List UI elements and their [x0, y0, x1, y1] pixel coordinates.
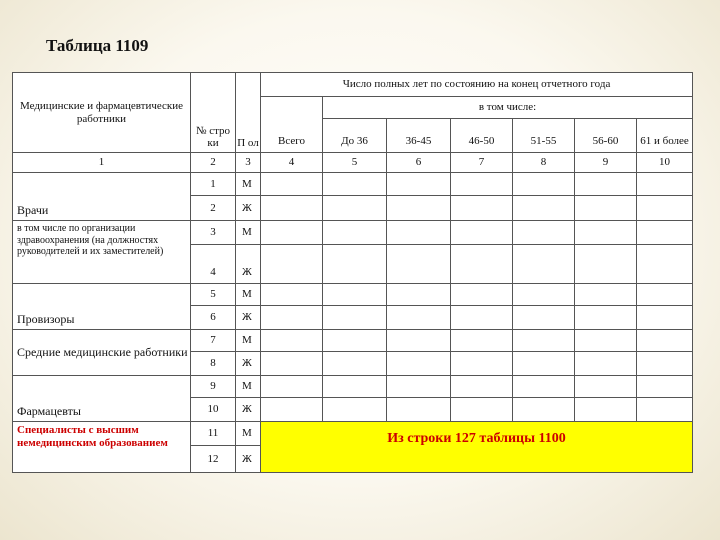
header-including: в том числе:	[323, 97, 693, 119]
data-cell[interactable]	[261, 196, 323, 221]
header-age-group: 36-45	[387, 119, 451, 153]
group-name-pharmacists: Фармацевты	[13, 376, 191, 422]
header-age-group: До 36	[323, 119, 387, 153]
data-cell[interactable]	[323, 352, 387, 376]
row-sex: Ж	[236, 306, 261, 330]
data-cell[interactable]	[575, 376, 637, 398]
highlight-note: Из строки 127 таблицы 1100	[261, 422, 693, 473]
data-cell[interactable]	[261, 284, 323, 306]
data-cell[interactable]	[451, 173, 513, 196]
column-number: 8	[513, 153, 575, 173]
data-cell[interactable]	[261, 245, 323, 284]
data-cell[interactable]	[451, 245, 513, 284]
row-number: 5	[191, 284, 236, 306]
data-cell[interactable]	[261, 352, 323, 376]
table-row	[13, 330, 693, 352]
data-cell[interactable]	[637, 398, 693, 422]
table-row	[13, 284, 693, 306]
row-number: 12	[191, 446, 236, 473]
row-number: 3	[191, 221, 236, 245]
header-age-group: 56-60	[575, 119, 637, 153]
row-sex: М	[236, 284, 261, 306]
table-title: Таблица 1109	[46, 36, 149, 55]
data-cell[interactable]	[387, 352, 451, 376]
data-cell[interactable]	[513, 398, 575, 422]
data-cell[interactable]	[513, 376, 575, 398]
data-cell[interactable]	[387, 376, 451, 398]
data-cell[interactable]	[637, 330, 693, 352]
header-row-no: № стро ки	[191, 73, 236, 153]
data-table	[12, 72, 693, 473]
data-cell[interactable]	[323, 398, 387, 422]
row-number: 1	[191, 173, 236, 196]
table-row	[13, 376, 693, 398]
table-row	[13, 422, 693, 446]
data-cell[interactable]	[451, 196, 513, 221]
column-number: 10	[637, 153, 693, 173]
data-cell[interactable]	[323, 221, 387, 245]
data-cell[interactable]	[575, 306, 637, 330]
data-cell[interactable]	[637, 284, 693, 306]
header-age-group: 61 и более	[637, 119, 693, 153]
group-name-non-medical-specialists: Специалисты с высшим немедицинским образованием	[13, 422, 191, 473]
group-name-pharmacists-senior: Провизоры	[13, 284, 191, 330]
data-cell[interactable]	[575, 398, 637, 422]
data-cell[interactable]	[575, 196, 637, 221]
column-number: 2	[191, 153, 236, 173]
data-cell[interactable]	[513, 352, 575, 376]
row-number: 6	[191, 306, 236, 330]
row-number: 8	[191, 352, 236, 376]
row-number: 11	[191, 422, 236, 446]
group-name-nurses: Средние медицинские работники	[13, 330, 191, 376]
data-cell[interactable]	[261, 306, 323, 330]
data-cell[interactable]	[513, 306, 575, 330]
data-cell[interactable]	[387, 284, 451, 306]
data-cell[interactable]	[451, 221, 513, 245]
row-sex: Ж	[236, 398, 261, 422]
data-cell[interactable]	[451, 376, 513, 398]
column-number: 7	[451, 153, 513, 173]
data-cell[interactable]	[323, 245, 387, 284]
row-number: 9	[191, 376, 236, 398]
data-cell[interactable]	[323, 376, 387, 398]
data-cell[interactable]	[261, 376, 323, 398]
row-sex: Ж	[236, 446, 261, 473]
data-cell[interactable]	[387, 196, 451, 221]
header-age-group: 46-50	[451, 119, 513, 153]
data-cell[interactable]	[323, 306, 387, 330]
header-total: Всего	[261, 97, 323, 153]
data-cell[interactable]	[323, 196, 387, 221]
column-number: 5	[323, 153, 387, 173]
column-number: 1	[13, 153, 191, 173]
row-sex: М	[236, 330, 261, 352]
data-cell[interactable]	[261, 173, 323, 196]
data-cell[interactable]	[261, 330, 323, 352]
data-cell[interactable]	[513, 173, 575, 196]
header-medical-workers: Медицинские и фармацевтические работники	[13, 73, 191, 153]
row-sex: Ж	[236, 352, 261, 376]
column-number-row	[13, 153, 693, 173]
data-cell[interactable]	[451, 284, 513, 306]
data-cell[interactable]	[387, 306, 451, 330]
header-age-group: 51-55	[513, 119, 575, 153]
data-cell[interactable]	[637, 196, 693, 221]
row-number: 2	[191, 196, 236, 221]
data-cell[interactable]	[451, 306, 513, 330]
column-number: 3	[236, 153, 261, 173]
row-number: 7	[191, 330, 236, 352]
row-sex: М	[236, 173, 261, 196]
header-full-years: Число полных лет по состоянию на конец отчетного года	[261, 73, 693, 97]
column-number: 6	[387, 153, 451, 173]
data-cell[interactable]	[575, 352, 637, 376]
column-number: 4	[261, 153, 323, 173]
row-sex: М	[236, 376, 261, 398]
data-cell[interactable]	[323, 330, 387, 352]
data-cell[interactable]	[387, 398, 451, 422]
data-cell[interactable]	[575, 284, 637, 306]
row-number: 4	[191, 245, 236, 284]
data-cell[interactable]	[513, 284, 575, 306]
data-cell[interactable]	[575, 245, 637, 284]
header-sex: П ол	[236, 73, 261, 153]
data-cell[interactable]	[451, 398, 513, 422]
row-sex: М	[236, 221, 261, 245]
data-cell[interactable]	[387, 173, 451, 196]
data-cell[interactable]	[575, 330, 637, 352]
data-cell[interactable]	[387, 221, 451, 245]
data-cell[interactable]	[513, 245, 575, 284]
data-cell[interactable]	[513, 196, 575, 221]
header-row-1	[13, 73, 693, 97]
row-sex: Ж	[236, 245, 261, 284]
data-cell[interactable]	[637, 245, 693, 284]
table-row	[13, 221, 693, 245]
data-cell[interactable]	[513, 330, 575, 352]
data-cell[interactable]	[637, 352, 693, 376]
data-cell[interactable]	[323, 284, 387, 306]
data-cell[interactable]	[575, 221, 637, 245]
row-sex: Ж	[236, 196, 261, 221]
data-cell[interactable]	[637, 376, 693, 398]
data-cell[interactable]	[513, 221, 575, 245]
data-cell[interactable]	[637, 221, 693, 245]
row-number: 10	[191, 398, 236, 422]
data-cell[interactable]	[387, 245, 451, 284]
table-row	[13, 173, 693, 196]
data-cell[interactable]	[451, 330, 513, 352]
data-cell[interactable]	[387, 330, 451, 352]
data-cell[interactable]	[261, 221, 323, 245]
data-cell[interactable]	[451, 352, 513, 376]
data-cell[interactable]	[575, 173, 637, 196]
data-cell[interactable]	[323, 173, 387, 196]
data-cell[interactable]	[261, 398, 323, 422]
group-name-doctors: Врачи	[13, 173, 191, 221]
data-cell[interactable]	[637, 306, 693, 330]
row-sex: М	[236, 422, 261, 446]
group-name-managers: в том числе по организации здравоохранения (на должностях руководителей и их заместителей)	[13, 221, 191, 284]
data-cell[interactable]	[637, 173, 693, 196]
column-number: 9	[575, 153, 637, 173]
